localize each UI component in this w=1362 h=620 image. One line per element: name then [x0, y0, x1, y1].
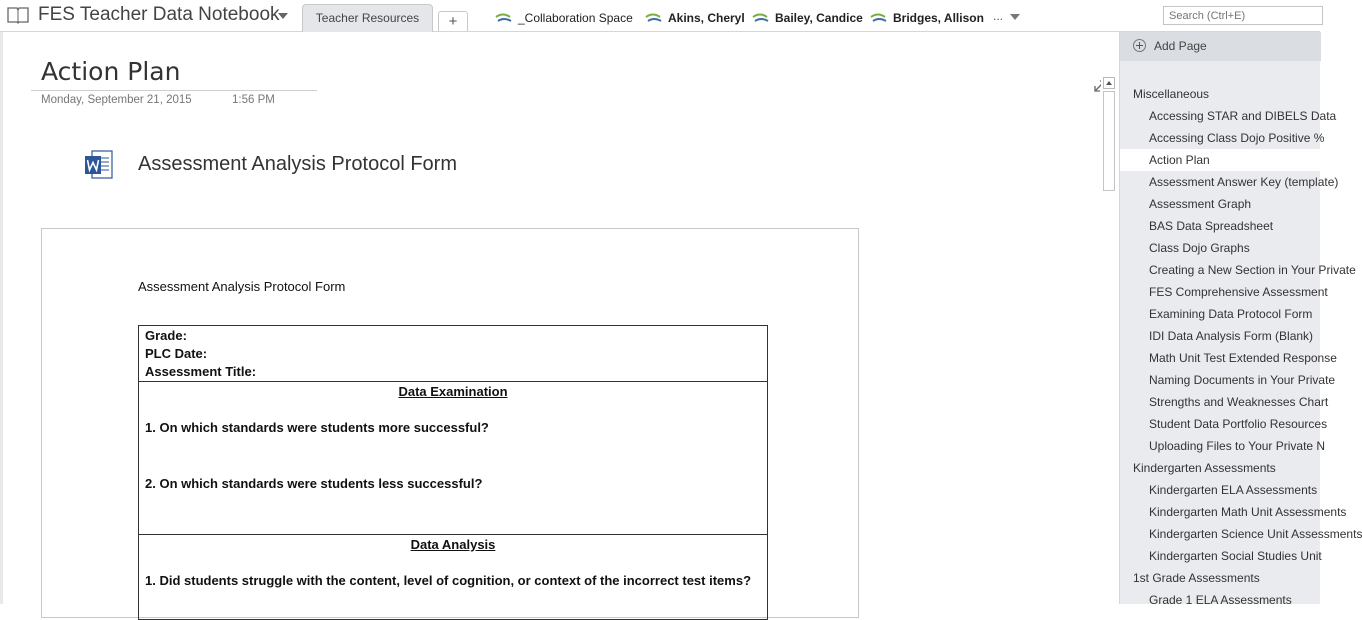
chevron-down-icon[interactable]: [278, 13, 288, 19]
form-fields-cell: [139, 326, 768, 382]
page-item[interactable]: Assessment Graph: [1149, 197, 1252, 211]
page-item[interactable]: Student Data Portfolio Resources: [1149, 417, 1328, 431]
section-link-label: _Collaboration Space: [518, 11, 633, 25]
page-item[interactable]: BAS Data Spreadsheet: [1149, 219, 1274, 233]
page-item[interactable]: Kindergarten ELA Assessments: [1149, 483, 1318, 497]
search-input[interactable]: [1163, 6, 1323, 25]
page-title[interactable]: Action Plan: [41, 57, 181, 86]
add-page-label: Add Page: [1154, 39, 1207, 53]
page-list: [1120, 83, 1362, 611]
add-page-button[interactable]: [1120, 32, 1321, 61]
page-item[interactable]: Kindergarten Math Unit Assessments: [1149, 505, 1347, 519]
data-analysis-cell: [139, 535, 768, 620]
section-link-label: Akins, Cheryl: [668, 11, 745, 25]
tab-teacher-resources[interactable]: Teacher Resources: [302, 4, 433, 32]
page-item[interactable]: Accessing Class Dojo Positive %: [1149, 131, 1325, 145]
attachment-title[interactable]: Assessment Analysis Protocol Form: [138, 153, 457, 175]
page-item[interactable]: Uploading Files to Your Private N: [1149, 439, 1326, 453]
page-item[interactable]: Class Dojo Graphs: [1149, 241, 1250, 255]
scroll-thumb[interactable]: [1103, 91, 1115, 191]
data-examination-cell: [139, 382, 768, 535]
page-item[interactable]: Action Plan: [1120, 149, 1321, 171]
plc-date-label: PLC Date:: [145, 346, 208, 361]
more-sections-button[interactable]: ...: [993, 9, 1004, 23]
table-row: [139, 535, 768, 620]
scroll-up-arrow[interactable]: [1103, 77, 1115, 89]
analysis-question-1: 1. Did students struggle with the content, level of cognition, or context of the incorrect test items?: [145, 573, 752, 588]
page-item[interactable]: FES Comprehensive Assessment: [1149, 285, 1328, 299]
page-time: 1:56 PM: [232, 94, 275, 106]
page-canvas[interactable]: [3, 32, 1101, 604]
add-section-button[interactable]: +: [438, 11, 468, 31]
section-link-collaboration-space[interactable]: [495, 9, 633, 27]
document-heading: Assessment Analysis Protocol Form: [138, 279, 346, 294]
examination-question-2: 2. On which standards were students less successful?: [145, 476, 483, 491]
page-date: Monday, September 21, 2015: [41, 94, 192, 106]
grade-label: Grade:: [145, 328, 187, 343]
data-examination-header: Data Examination: [398, 384, 508, 399]
protocol-form-table: [138, 325, 768, 620]
section-link-label: Bridges, Allison: [893, 11, 984, 25]
page-item[interactable]: Kindergarten Social Studies Unit: [1149, 549, 1322, 563]
page-group-item[interactable]: Kindergarten Assessments: [1133, 461, 1276, 475]
page-group-item[interactable]: 1st Grade Assessments: [1133, 571, 1260, 585]
page-group-item[interactable]: Miscellaneous: [1133, 87, 1210, 101]
page-item[interactable]: IDI Data Analysis Form (Blank): [1149, 329, 1314, 343]
page-item[interactable]: Naming Documents in Your Private: [1149, 373, 1336, 387]
section-group-icon: [645, 12, 662, 24]
page-item[interactable]: Examining Data Protocol Form: [1149, 307, 1313, 321]
section-group-icon: [870, 12, 887, 24]
page-item[interactable]: Creating a New Section in Your Private: [1149, 263, 1356, 277]
vertical-scrollbar[interactable]: [1101, 75, 1118, 604]
section-link-bailey[interactable]: [752, 9, 863, 27]
section-link-bridges[interactable]: [870, 9, 984, 27]
data-analysis-header: Data Analysis: [410, 537, 496, 552]
page-item[interactable]: Kindergarten Science Unit Assessments: [1149, 527, 1362, 541]
page-item[interactable]: Grade 1 ELA Assessments: [1149, 593, 1292, 607]
table-row: [139, 382, 768, 535]
word-file-icon[interactable]: [83, 148, 115, 182]
page-list-pane: [1119, 32, 1362, 607]
section-link-label: Bailey, Candice: [775, 11, 863, 25]
examination-question-1: 1. On which standards were students more successful?: [145, 420, 489, 435]
page-item[interactable]: Assessment Answer Key (template): [1149, 175, 1339, 189]
page-item[interactable]: Strengths and Weaknesses Chart: [1149, 395, 1329, 409]
page-item[interactable]: Accessing STAR and DIBELS Data: [1149, 109, 1337, 123]
title-bar: [0, 0, 1320, 32]
notebook-title[interactable]: FES Teacher Data Notebook: [38, 4, 280, 25]
document-printout: [41, 228, 859, 618]
section-link-akins[interactable]: [645, 9, 745, 27]
add-circle-icon: [1133, 39, 1146, 52]
title-divider: [31, 90, 317, 91]
assessment-title-label: Assessment Title:: [145, 364, 257, 379]
chevron-down-icon[interactable]: [1010, 14, 1020, 20]
section-group-icon: [495, 12, 512, 24]
page-item[interactable]: Math Unit Test Extended Response: [1149, 351, 1337, 365]
table-row: [139, 326, 768, 382]
section-group-icon: [752, 12, 769, 24]
notebook-icon[interactable]: [6, 6, 30, 24]
